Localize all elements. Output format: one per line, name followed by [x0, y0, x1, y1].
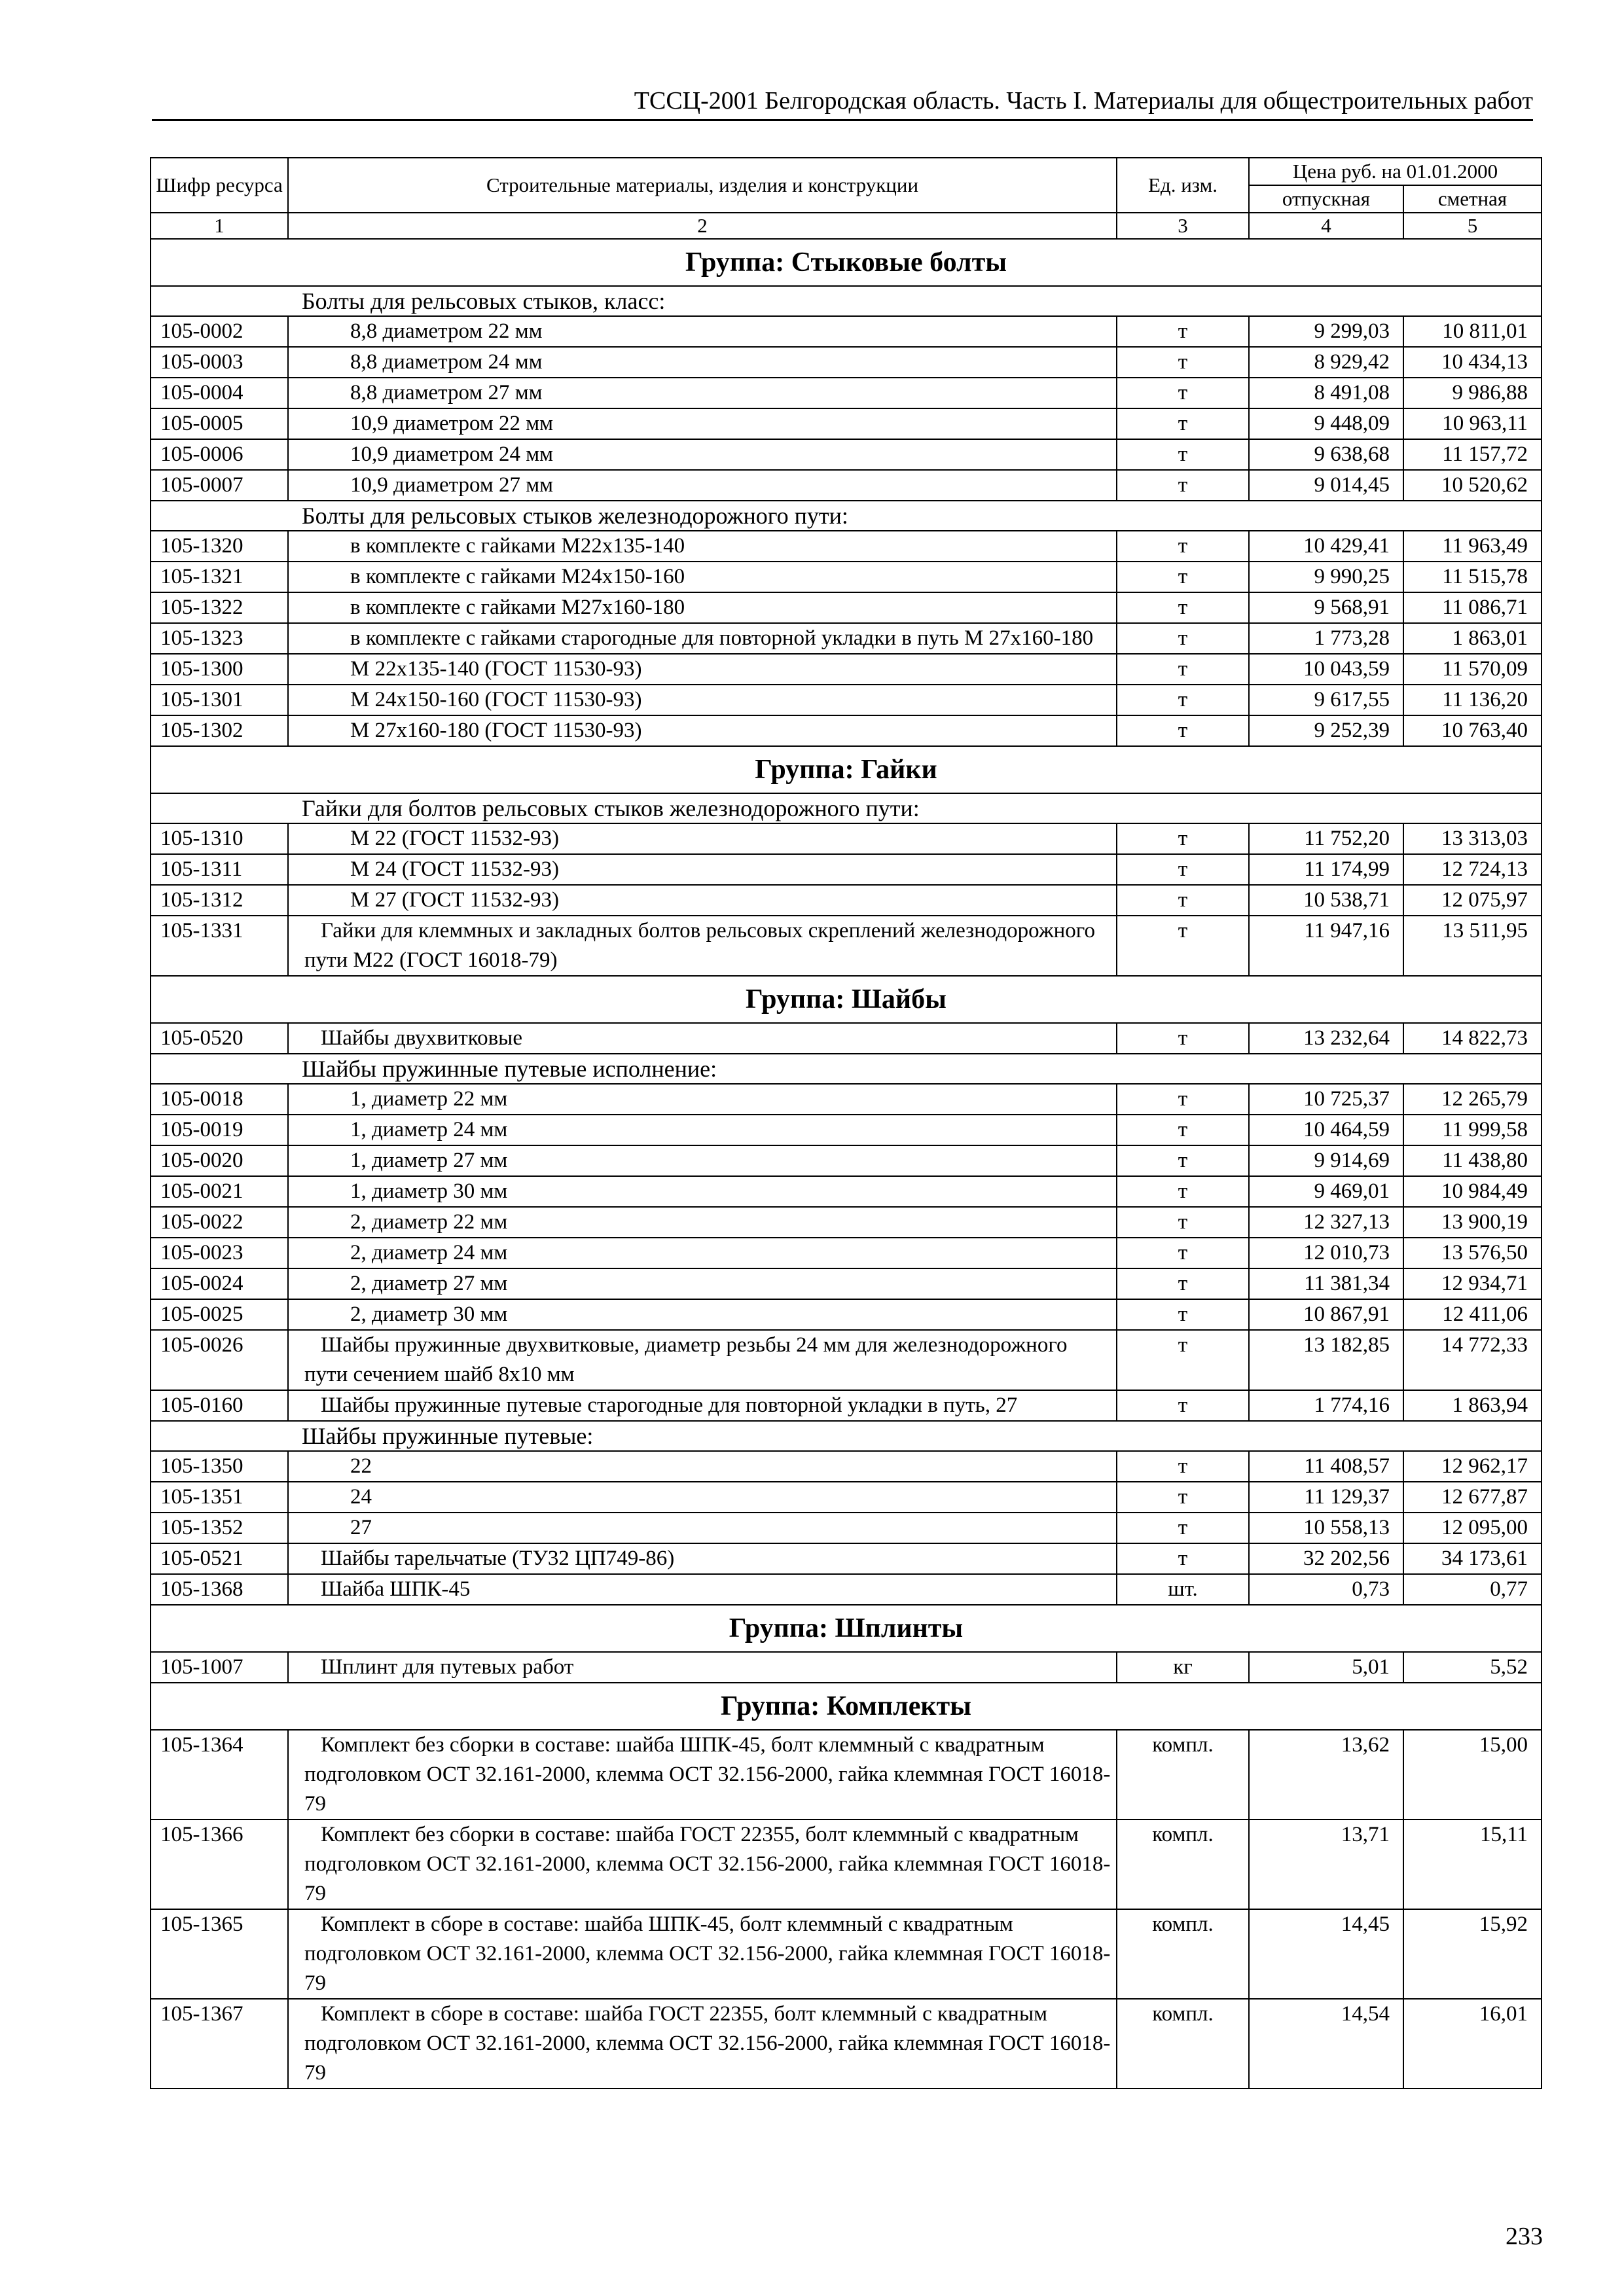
release-price: 9 990,25	[1249, 562, 1403, 592]
release-price: 13 232,64	[1249, 1023, 1403, 1054]
subgroup-heading-row	[151, 286, 1542, 316]
table-row	[151, 1238, 1542, 1268]
release-price: 12 010,73	[1249, 1238, 1403, 1268]
group-heading: Группа: Шплинты	[151, 1605, 1542, 1652]
release-price: 11 129,37	[1249, 1482, 1403, 1513]
resource-code: 105-1311	[151, 854, 288, 885]
resource-code: 105-1312	[151, 885, 288, 916]
unit: т	[1117, 592, 1249, 623]
release-price: 13 182,85	[1249, 1330, 1403, 1390]
group-heading-row	[151, 976, 1542, 1023]
column-number: 3	[1117, 213, 1249, 239]
release-price: 9 638,68	[1249, 439, 1403, 470]
subgroup-heading: Гайки для болтов рельсовых стыков железнодорожного пути:	[151, 793, 1542, 823]
page-number: 233	[1506, 2223, 1543, 2250]
unit: т	[1117, 685, 1249, 715]
release-price: 8 929,42	[1249, 347, 1403, 378]
price-table	[150, 157, 1542, 2089]
estimate-price: 0,77	[1403, 1574, 1542, 1605]
table-row	[151, 823, 1542, 854]
table-row	[151, 916, 1542, 976]
release-price: 11 752,20	[1249, 823, 1403, 854]
estimate-price: 11 963,49	[1403, 531, 1542, 562]
header-price: Цена руб. на 01.01.2000	[1249, 158, 1542, 185]
resource-code: 105-0160	[151, 1390, 288, 1421]
table-header-row	[151, 158, 1542, 185]
resource-code: 105-1300	[151, 654, 288, 685]
estimate-price: 11 570,09	[1403, 654, 1542, 685]
item-name: 10,9 диаметром 24 мм	[288, 439, 1117, 470]
estimate-price: 12 411,06	[1403, 1299, 1542, 1330]
estimate-price: 11 999,58	[1403, 1115, 1542, 1145]
estimate-price: 1 863,94	[1403, 1390, 1542, 1421]
release-price: 13,71	[1249, 1820, 1403, 1909]
unit: т	[1117, 378, 1249, 408]
header-title: ТССЦ-2001 Белгородская область. Часть I. Материалы для общестроительных работ	[634, 87, 1533, 115]
resource-code: 105-0018	[151, 1084, 288, 1115]
item-name: 8,8 диаметром 24 мм	[288, 347, 1117, 378]
release-price: 0,73	[1249, 1574, 1403, 1605]
unit: компл.	[1117, 1730, 1249, 1820]
item-name: 2, диаметр 22 мм	[288, 1207, 1117, 1238]
table-row	[151, 1730, 1542, 1820]
item-name: Комплект без сборки в составе: шайба ГОСТ 22355, болт клеммный с квадратным подголовком ОСТ 32.161-2000, клемма ОСТ 32.156-2000, гайка клеммная ГОСТ 16018-79	[288, 1820, 1117, 1909]
item-name: Шплинт для путевых работ	[288, 1652, 1117, 1683]
unit: т	[1117, 1513, 1249, 1543]
estimate-price: 15,00	[1403, 1730, 1542, 1820]
column-number: 5	[1403, 213, 1542, 239]
resource-code: 105-0025	[151, 1299, 288, 1330]
unit: компл.	[1117, 1820, 1249, 1909]
estimate-price: 1 863,01	[1403, 623, 1542, 654]
item-name: 27	[288, 1513, 1117, 1543]
table-row	[151, 854, 1542, 885]
unit: кг	[1117, 1652, 1249, 1683]
item-name: в комплекте с гайками М22х135-140	[288, 531, 1117, 562]
unit: т	[1117, 854, 1249, 885]
release-price: 10 725,37	[1249, 1084, 1403, 1115]
resource-code: 105-1302	[151, 715, 288, 746]
table-row	[151, 885, 1542, 916]
unit: т	[1117, 316, 1249, 347]
group-heading: Группа: Гайки	[151, 746, 1542, 793]
item-name: М 24 (ГОСТ 11532-93)	[288, 854, 1117, 885]
table-row	[151, 1652, 1542, 1683]
item-name: 2, диаметр 30 мм	[288, 1299, 1117, 1330]
resource-code: 105-0020	[151, 1145, 288, 1176]
unit: т	[1117, 654, 1249, 685]
item-name: 24	[288, 1482, 1117, 1513]
unit: т	[1117, 1238, 1249, 1268]
table-row	[151, 1268, 1542, 1299]
item-name: 1, диаметр 30 мм	[288, 1176, 1117, 1207]
unit: т	[1117, 1482, 1249, 1513]
estimate-price: 15,11	[1403, 1820, 1542, 1909]
unit: т	[1117, 470, 1249, 501]
column-number: 1	[151, 213, 288, 239]
resource-code: 105-0019	[151, 1115, 288, 1145]
table-row	[151, 378, 1542, 408]
release-price: 10 464,59	[1249, 1115, 1403, 1145]
release-price: 9 014,45	[1249, 470, 1403, 501]
item-name: 1, диаметр 27 мм	[288, 1145, 1117, 1176]
resource-code: 105-1352	[151, 1513, 288, 1543]
table-row	[151, 1909, 1542, 1999]
item-name: в комплекте с гайками М27х160-180	[288, 592, 1117, 623]
table-row	[151, 1999, 1542, 2089]
estimate-price: 12 934,71	[1403, 1268, 1542, 1299]
estimate-price: 14 772,33	[1403, 1330, 1542, 1390]
unit: т	[1117, 1330, 1249, 1390]
table-row	[151, 1023, 1542, 1054]
estimate-price: 16,01	[1403, 1999, 1542, 2089]
item-name: 8,8 диаметром 27 мм	[288, 378, 1117, 408]
table-row	[151, 562, 1542, 592]
resource-code: 105-1320	[151, 531, 288, 562]
estimate-price: 9 986,88	[1403, 378, 1542, 408]
estimate-price: 34 173,61	[1403, 1543, 1542, 1574]
resource-code: 105-0026	[151, 1330, 288, 1390]
item-name: Комплект без сборки в составе: шайба ШПК-45, болт клеммный с квадратным подголовком ОСТ 32.161-2000, клемма ОСТ 32.156-2000, гайка клеммная ГОСТ 16018-79	[288, 1730, 1117, 1820]
unit: т	[1117, 439, 1249, 470]
estimate-price: 10 434,13	[1403, 347, 1542, 378]
unit: т	[1117, 1176, 1249, 1207]
resource-code: 105-0024	[151, 1268, 288, 1299]
release-price: 10 429,41	[1249, 531, 1403, 562]
unit: т	[1117, 823, 1249, 854]
resource-code: 105-0022	[151, 1207, 288, 1238]
item-name: Комплект в сборе в составе: шайба ШПК-45, болт клеммный с квадратным подголовком ОСТ 32.161-2000, клемма ОСТ 32.156-2000, гайка клеммная ГОСТ 16018-79	[288, 1909, 1117, 1999]
unit: т	[1117, 1390, 1249, 1421]
column-numbers-row	[151, 213, 1542, 239]
release-price: 10 538,71	[1249, 885, 1403, 916]
estimate-price: 5,52	[1403, 1652, 1542, 1683]
table-row	[151, 1513, 1542, 1543]
release-price: 10 558,13	[1249, 1513, 1403, 1543]
unit: т	[1117, 623, 1249, 654]
release-price: 1 773,28	[1249, 623, 1403, 654]
unit: компл.	[1117, 1909, 1249, 1999]
column-number: 2	[288, 213, 1117, 239]
header-unit: Ед. изм.	[1117, 158, 1249, 213]
item-name: Шайбы тарельчатые (ТУ32 ЦП749-86)	[288, 1543, 1117, 1574]
estimate-price: 14 822,73	[1403, 1023, 1542, 1054]
subgroup-heading-row	[151, 1054, 1542, 1084]
estimate-price: 11 438,80	[1403, 1145, 1542, 1176]
resource-code: 105-0003	[151, 347, 288, 378]
group-heading-row	[151, 746, 1542, 793]
table-row	[151, 715, 1542, 746]
group-heading-row	[151, 1683, 1542, 1730]
estimate-price: 10 520,62	[1403, 470, 1542, 501]
header-estimate-price: сметная	[1403, 185, 1542, 213]
item-name: в комплекте с гайками старогодные для повторной укладки в путь М 27х160-180	[288, 623, 1117, 654]
item-name: Шайбы пружинные двухвитковые, диаметр резьбы 24 мм для железнодорожного пути сечением шайб 8х10 мм	[288, 1330, 1117, 1390]
unit: т	[1117, 1451, 1249, 1482]
table-row	[151, 439, 1542, 470]
estimate-price: 15,92	[1403, 1909, 1542, 1999]
resource-code: 105-1350	[151, 1451, 288, 1482]
page-header	[152, 81, 1533, 121]
release-price: 13,62	[1249, 1730, 1403, 1820]
resource-code: 105-1366	[151, 1820, 288, 1909]
estimate-price: 11 515,78	[1403, 562, 1542, 592]
release-price: 11 174,99	[1249, 854, 1403, 885]
group-heading: Группа: Комплекты	[151, 1683, 1542, 1730]
estimate-price: 11 086,71	[1403, 592, 1542, 623]
unit: т	[1117, 562, 1249, 592]
item-name: М 27х160-180 (ГОСТ 11530-93)	[288, 715, 1117, 746]
release-price: 9 914,69	[1249, 1145, 1403, 1176]
table-row	[151, 347, 1542, 378]
estimate-price: 10 763,40	[1403, 715, 1542, 746]
release-price: 9 617,55	[1249, 685, 1403, 715]
release-price: 9 568,91	[1249, 592, 1403, 623]
release-price: 11 947,16	[1249, 916, 1403, 976]
resource-code: 105-0002	[151, 316, 288, 347]
resource-code: 105-0006	[151, 439, 288, 470]
release-price: 10 043,59	[1249, 654, 1403, 685]
resource-code: 105-1368	[151, 1574, 288, 1605]
item-name: 2, диаметр 27 мм	[288, 1268, 1117, 1299]
table-row	[151, 1299, 1542, 1330]
unit: т	[1117, 1023, 1249, 1054]
table-row	[151, 1820, 1542, 1909]
subgroup-heading: Шайбы пружинные путевые:	[151, 1421, 1542, 1451]
release-price: 10 867,91	[1249, 1299, 1403, 1330]
unit: шт.	[1117, 1574, 1249, 1605]
release-price: 14,54	[1249, 1999, 1403, 2089]
release-price: 14,45	[1249, 1909, 1403, 1999]
subgroup-heading: Шайбы пружинные путевые исполнение:	[151, 1054, 1542, 1084]
subgroup-heading: Болты для рельсовых стыков железнодорожного пути:	[151, 501, 1542, 531]
table-row	[151, 1482, 1542, 1513]
resource-code: 105-0021	[151, 1176, 288, 1207]
item-name: 10,9 диаметром 27 мм	[288, 470, 1117, 501]
subgroup-heading-row	[151, 1421, 1542, 1451]
release-price: 9 469,01	[1249, 1176, 1403, 1207]
header-code: Шифр ресурса	[151, 158, 288, 213]
estimate-price: 12 677,87	[1403, 1482, 1542, 1513]
estimate-price: 12 095,00	[1403, 1513, 1542, 1543]
table-row	[151, 1115, 1542, 1145]
estimate-price: 11 136,20	[1403, 685, 1542, 715]
table-row	[151, 1451, 1542, 1482]
item-name: Шайбы пружинные путевые старогодные для повторной укладки в путь, 27	[288, 1390, 1117, 1421]
resource-code: 105-0023	[151, 1238, 288, 1268]
unit: т	[1117, 347, 1249, 378]
subgroup-heading: Болты для рельсовых стыков, класс:	[151, 286, 1542, 316]
table-row	[151, 531, 1542, 562]
estimate-price: 12 075,97	[1403, 885, 1542, 916]
estimate-price: 13 313,03	[1403, 823, 1542, 854]
table-row	[151, 592, 1542, 623]
item-name: 2, диаметр 24 мм	[288, 1238, 1117, 1268]
column-number: 4	[1249, 213, 1403, 239]
unit: т	[1117, 1268, 1249, 1299]
item-name: М 27 (ГОСТ 11532-93)	[288, 885, 1117, 916]
estimate-price: 11 157,72	[1403, 439, 1542, 470]
resource-code: 105-1331	[151, 916, 288, 976]
item-name: Шайба ШПК-45	[288, 1574, 1117, 1605]
item-name: М 22 (ГОСТ 11532-93)	[288, 823, 1117, 854]
unit: т	[1117, 1299, 1249, 1330]
price-table-body	[151, 158, 1542, 2089]
group-heading: Группа: Стыковые болты	[151, 239, 1542, 286]
release-price: 1 774,16	[1249, 1390, 1403, 1421]
release-price: 9 252,39	[1249, 715, 1403, 746]
estimate-price: 13 900,19	[1403, 1207, 1542, 1238]
release-price: 11 408,57	[1249, 1451, 1403, 1482]
unit: компл.	[1117, 1999, 1249, 2089]
group-heading-row	[151, 1605, 1542, 1652]
unit: т	[1117, 1543, 1249, 1574]
table-row	[151, 1330, 1542, 1390]
estimate-price: 12 724,13	[1403, 854, 1542, 885]
unit: т	[1117, 1145, 1249, 1176]
item-name: М 22х135-140 (ГОСТ 11530-93)	[288, 654, 1117, 685]
unit: т	[1117, 408, 1249, 439]
resource-code: 105-0520	[151, 1023, 288, 1054]
table-row	[151, 316, 1542, 347]
estimate-price: 12 962,17	[1403, 1451, 1542, 1482]
item-name: Шайбы двухвитковые	[288, 1023, 1117, 1054]
release-price: 12 327,13	[1249, 1207, 1403, 1238]
unit: т	[1117, 1207, 1249, 1238]
release-price: 9 299,03	[1249, 316, 1403, 347]
resource-code: 105-1301	[151, 685, 288, 715]
unit: т	[1117, 1115, 1249, 1145]
item-name: Комплект в сборе в составе: шайба ГОСТ 22355, болт клеммный с квадратным подголовком ОСТ 32.161-2000, клемма ОСТ 32.156-2000, гайка клеммная ГОСТ 16018-79	[288, 1999, 1117, 2089]
table-row	[151, 1390, 1542, 1421]
item-name: 10,9 диаметром 22 мм	[288, 408, 1117, 439]
table-row	[151, 408, 1542, 439]
table-row	[151, 654, 1542, 685]
group-heading-row	[151, 239, 1542, 286]
unit: т	[1117, 1084, 1249, 1115]
resource-code: 105-1007	[151, 1652, 288, 1683]
resource-code: 105-0005	[151, 408, 288, 439]
table-row	[151, 1207, 1542, 1238]
resource-code: 105-1323	[151, 623, 288, 654]
table-row	[151, 1574, 1542, 1605]
resource-code: 105-0521	[151, 1543, 288, 1574]
item-name: 1, диаметр 24 мм	[288, 1115, 1117, 1145]
group-heading: Группа: Шайбы	[151, 976, 1542, 1023]
estimate-price: 10 984,49	[1403, 1176, 1542, 1207]
resource-code: 105-1351	[151, 1482, 288, 1513]
item-name: 22	[288, 1451, 1117, 1482]
resource-code: 105-0004	[151, 378, 288, 408]
resource-code: 105-1364	[151, 1730, 288, 1820]
estimate-price: 10 811,01	[1403, 316, 1542, 347]
resource-code: 105-0007	[151, 470, 288, 501]
unit: т	[1117, 715, 1249, 746]
unit: т	[1117, 531, 1249, 562]
table-row	[151, 1176, 1542, 1207]
estimate-price: 12 265,79	[1403, 1084, 1542, 1115]
item-name: в комплекте с гайками М24х150-160	[288, 562, 1117, 592]
resource-code: 105-1321	[151, 562, 288, 592]
table-row	[151, 685, 1542, 715]
subgroup-heading-row	[151, 501, 1542, 531]
header-release-price: отпускная	[1249, 185, 1403, 213]
table-row	[151, 1543, 1542, 1574]
subgroup-heading-row	[151, 793, 1542, 823]
release-price: 8 491,08	[1249, 378, 1403, 408]
item-name: 8,8 диаметром 22 мм	[288, 316, 1117, 347]
table-row	[151, 470, 1542, 501]
estimate-price: 13 576,50	[1403, 1238, 1542, 1268]
unit: т	[1117, 885, 1249, 916]
release-price: 11 381,34	[1249, 1268, 1403, 1299]
header-name: Строительные материалы, изделия и конструкции	[288, 158, 1117, 213]
release-price: 5,01	[1249, 1652, 1403, 1683]
resource-code: 105-1310	[151, 823, 288, 854]
estimate-price: 13 511,95	[1403, 916, 1542, 976]
release-price: 32 202,56	[1249, 1543, 1403, 1574]
unit: т	[1117, 916, 1249, 976]
table-row	[151, 1145, 1542, 1176]
resource-code: 105-1365	[151, 1909, 288, 1999]
item-name: Гайки для клеммных и закладных болтов рельсовых скреплений железнодорожного пути М22 (ГОСТ 16018-79)	[288, 916, 1117, 976]
release-price: 9 448,09	[1249, 408, 1403, 439]
table-row	[151, 1084, 1542, 1115]
item-name: М 24х150-160 (ГОСТ 11530-93)	[288, 685, 1117, 715]
resource-code: 105-1367	[151, 1999, 288, 2089]
estimate-price: 10 963,11	[1403, 408, 1542, 439]
resource-code: 105-1322	[151, 592, 288, 623]
item-name: 1, диаметр 22 мм	[288, 1084, 1117, 1115]
table-row	[151, 623, 1542, 654]
